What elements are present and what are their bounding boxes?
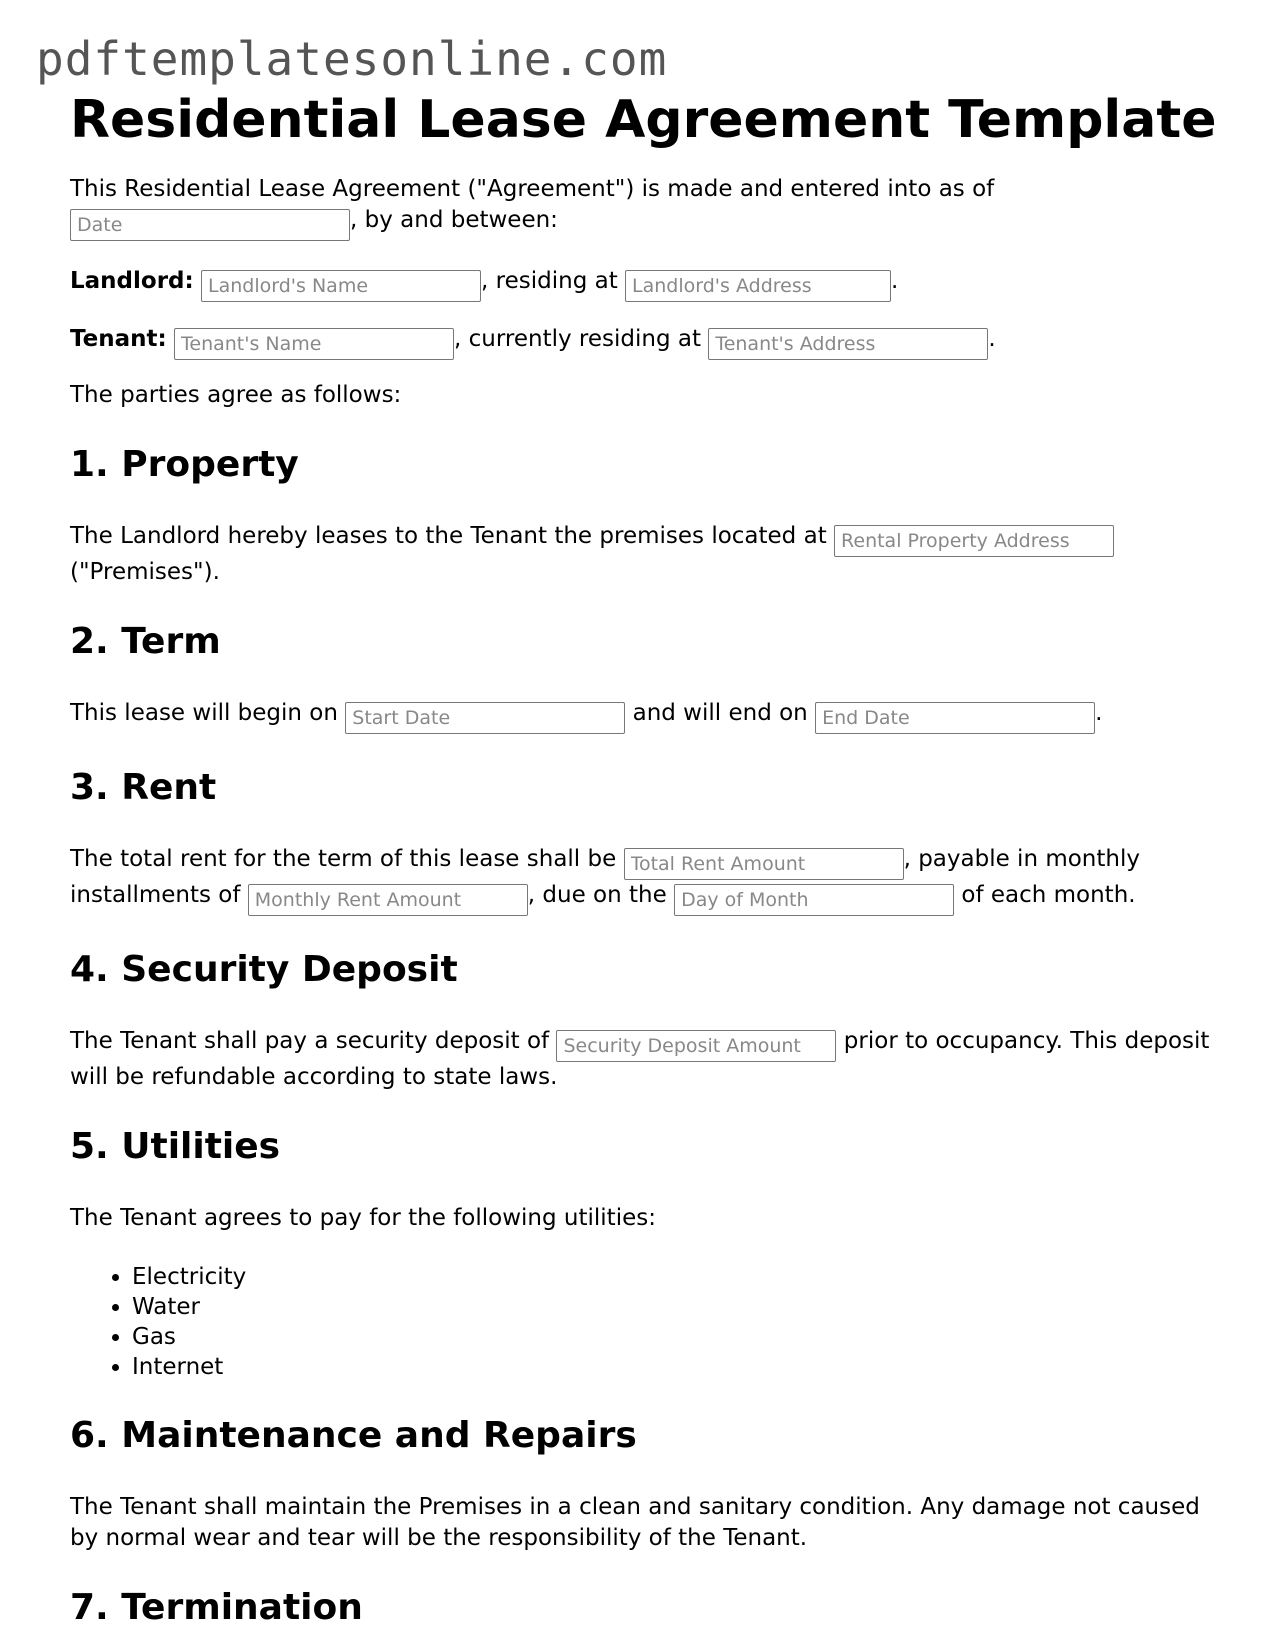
rent-mid-text-2: , due on the — [527, 882, 667, 908]
total-rent-field[interactable] — [624, 848, 904, 880]
section-heading-termination: 7. Termination — [70, 1587, 363, 1628]
start-date-field[interactable] — [345, 702, 625, 734]
utilities-list — [70, 1262, 1220, 1382]
rent-mid-text-1: , payable in monthly installments of — [70, 846, 1140, 908]
landlord-name-field[interactable] — [201, 270, 481, 302]
watermark: pdftemplatesonline.com — [36, 32, 668, 86]
parties-agree-text: The parties agree as follows: — [70, 382, 402, 408]
tenant-mid-text: , currently residing at — [454, 326, 701, 352]
rental-property-address-field[interactable] — [834, 525, 1114, 557]
intro-paragraph — [70, 174, 1220, 241]
landlord-label: Landlord: — [70, 268, 194, 294]
section-heading-maintenance: 6. Maintenance and Repairs — [70, 1415, 637, 1456]
rent-text: The total rent for the term of this lease shall be — [70, 846, 617, 872]
section-heading-rent: 3. Rent — [70, 767, 217, 808]
property-paragraph — [70, 521, 1220, 588]
deposit-paragraph — [70, 1026, 1220, 1093]
tenant-name-field[interactable] — [174, 328, 454, 360]
landlord-address-field[interactable] — [625, 270, 891, 302]
maintenance-text: The Tenant shall maintain the Premises in a clean and sanitary condition. Any damage not caused by normal wear and tear will be the responsibility of the Tenant. — [70, 1494, 1200, 1551]
monthly-rent-field[interactable] — [248, 884, 528, 916]
landlord-mid-text: , residing at — [481, 268, 618, 294]
tenant-end-text: . — [988, 326, 996, 352]
term-text: This lease will begin on — [70, 700, 338, 726]
section-heading-term: 2. Term — [70, 621, 221, 662]
term-paragraph — [70, 698, 1220, 734]
intro-text: This Residential Lease Agreement ("Agreement") is made and entered into as of — [70, 176, 995, 202]
list-item: • Electricity — [132, 1262, 1220, 1292]
property-text: The Landlord hereby leases to the Tenant the premises located at — [70, 523, 827, 549]
tenant-address-field[interactable] — [708, 328, 988, 360]
rent-paragraph — [70, 844, 1220, 916]
term-end-text: . — [1095, 700, 1103, 726]
security-deposit-field[interactable] — [556, 1030, 836, 1062]
date-field[interactable] — [70, 209, 350, 241]
section-heading-deposit: 4. Security Deposit — [70, 949, 458, 990]
list-item: • Water — [132, 1292, 1220, 1322]
utilities-text: The Tenant agrees to pay for the following utilities: — [70, 1205, 656, 1231]
section-heading-property: 1. Property — [70, 444, 299, 485]
landlord-end-text: . — [891, 268, 899, 294]
landlord-line — [70, 264, 1220, 302]
list-item: • Gas — [132, 1322, 1220, 1352]
page-title: Residential Lease Agreement Template — [70, 90, 1217, 150]
deposit-after-text: prior to occupancy. This deposit will be refundable according to state laws. — [70, 1028, 1210, 1090]
deposit-text: The Tenant shall pay a security deposit of — [70, 1028, 550, 1054]
rent-end-text: of each month. — [961, 882, 1136, 908]
term-mid-text: and will end on — [632, 700, 808, 726]
tenant-line — [70, 322, 1220, 360]
end-date-field[interactable] — [815, 702, 1095, 734]
day-of-month-field[interactable] — [674, 884, 954, 916]
tenant-label: Tenant: — [70, 326, 167, 352]
property-after-text: ("Premises"). — [70, 559, 220, 585]
intro-after-text: , by and between: — [350, 207, 558, 233]
list-item: • Internet — [132, 1352, 1220, 1382]
lease-document — [70, 88, 1220, 1632]
section-heading-utilities: 5. Utilities — [70, 1126, 281, 1167]
